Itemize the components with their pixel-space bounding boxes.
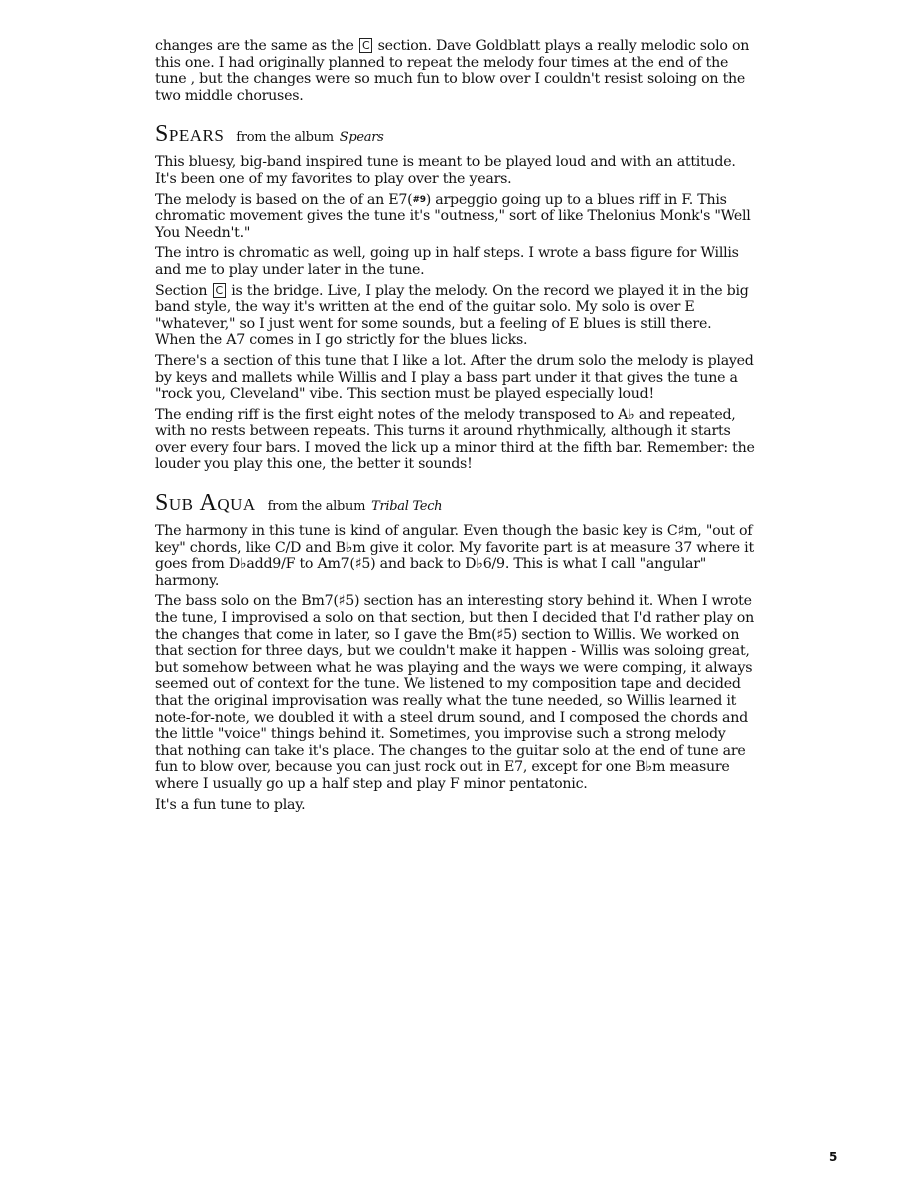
spears-paragraph-4 xyxy=(155,283,755,349)
subaqua-title-rest-2: QUA xyxy=(217,495,256,515)
rehearsal-mark-c-2: C xyxy=(213,283,226,298)
spears-p2-text-b: ) arpeggio going up to a blues riff in F. This chromatic movement gives the tune it's "outness," sort of like Thelonius Monk's "Well You Needn't." xyxy=(155,191,751,241)
spears-paragraph-1: This bluesy, big-band inspired tune is meant to be played loud and with an attitude. It's been one of my favorites to play over the years. xyxy=(155,154,736,187)
spears-album-name: Spears xyxy=(339,130,384,146)
subaqua-paragraph-2: The bass solo on the Bm7(♯5) section has an interesting story behind it. When I wrote the tune, I improvised a solo on that section, but then I decided that I'd rather play on the changes that come in later, so I gave the Bm(♯5) section to Willis. We worked on that section for three days, but we couldn't make it happen - Willis was soloing great, but somehow between what he was playing and the ways we were comping, it always seemed out of context for the tune. We listened to my composition tape and decided that the original improvisation was really what the tune needed, so Willis learned it note-for-note, we doubled it with a steel drum sound, and I composed the chords and the little "voice" things behind it. Sometimes, you improvise such a strong melody that nothing can take it's place. The changes to the guitar solo at the end of tune are fun to blow over, because you can just rock out in E7, except for one B♭m measure where I usually go up a half step and play F minor pentatonic. xyxy=(155,593,754,792)
spears-heading xyxy=(155,122,755,150)
page-body xyxy=(155,38,755,817)
rehearsal-mark-c: C xyxy=(359,38,372,53)
spears-p2-text-a: The melody is based on the of an E7( xyxy=(155,191,413,208)
intro-text-a: changes are the same as the xyxy=(155,38,354,54)
spears-paragraph-6: The ending riff is the first eight notes of the melody transposed to A♭ and repeated, with no rests between repeats. This turns it around rhythmically, although it starts over every four bars. I moved the lick up a minor third at the fifth bar. Remember: the louder you play this one, the better it sounds! xyxy=(155,406,755,473)
subaqua-paragraph-3: It's a fun tune to play. xyxy=(155,796,306,813)
spears-paragraph-2 xyxy=(155,192,755,242)
spears-paragraph-3: The intro is chromatic as well, going up in half steps. I wrote a bass figure for Willis and me to play under later in the tune. xyxy=(155,245,739,278)
subaqua-paragraph-1: The harmony in this tune is kind of angular. Even though the basic key is C♯m, "out of key" chords, like C/D and B♭m give it color. My favorite part is at measure 37 where it goes from D♭add9/F to Am7(♯5) and back to D♭6/9. This is what I call "angular" harmony. xyxy=(155,523,754,589)
subaqua-title-rest-1: UB xyxy=(168,495,194,515)
subaqua-title-cap-2: A xyxy=(199,490,218,517)
sharp-nine-symbol: #9 xyxy=(412,194,426,205)
spears-p4-text-b: is the bridge. Live, I play the melody. On the record we played it in the big band style, the way it's written at the end of the guitar solo. My solo is over E "whatever," so I just went for some sounds, but a feeling of E blues is still there. When the A7 comes in I go strictly for the blues licks. xyxy=(155,282,749,349)
subaqua-album-name: Tribal Tech xyxy=(371,499,443,515)
subaqua-heading xyxy=(155,491,755,519)
spears-title-cap: S xyxy=(155,121,169,148)
page-number: 5 xyxy=(829,1150,838,1164)
spears-from-label: from the album xyxy=(236,130,334,146)
intro-text-b: section. Dave Goldblatt plays a really melodic solo on this one. I had originally planned to repeat the melody four times at the end of the tune , but the changes were so much fun to blow over I couldn't resist soloing on the two middle choruses. xyxy=(155,38,750,104)
spears-title-rest: PEARS xyxy=(168,126,225,146)
subaqua-from-label: from the album xyxy=(267,499,366,515)
intro-paragraph xyxy=(155,38,755,104)
subaqua-title-cap-1: S xyxy=(155,490,169,517)
spears-p4-text-a: Section xyxy=(155,282,208,299)
spears-paragraph-5: There's a section of this tune that I like a lot. After the drum solo the melody is played by keys and mallets while Willis and I play a bass part under it that gives the tune a "rock you, Cleveland" vibe. This section must be played especially loud! xyxy=(155,352,754,403)
